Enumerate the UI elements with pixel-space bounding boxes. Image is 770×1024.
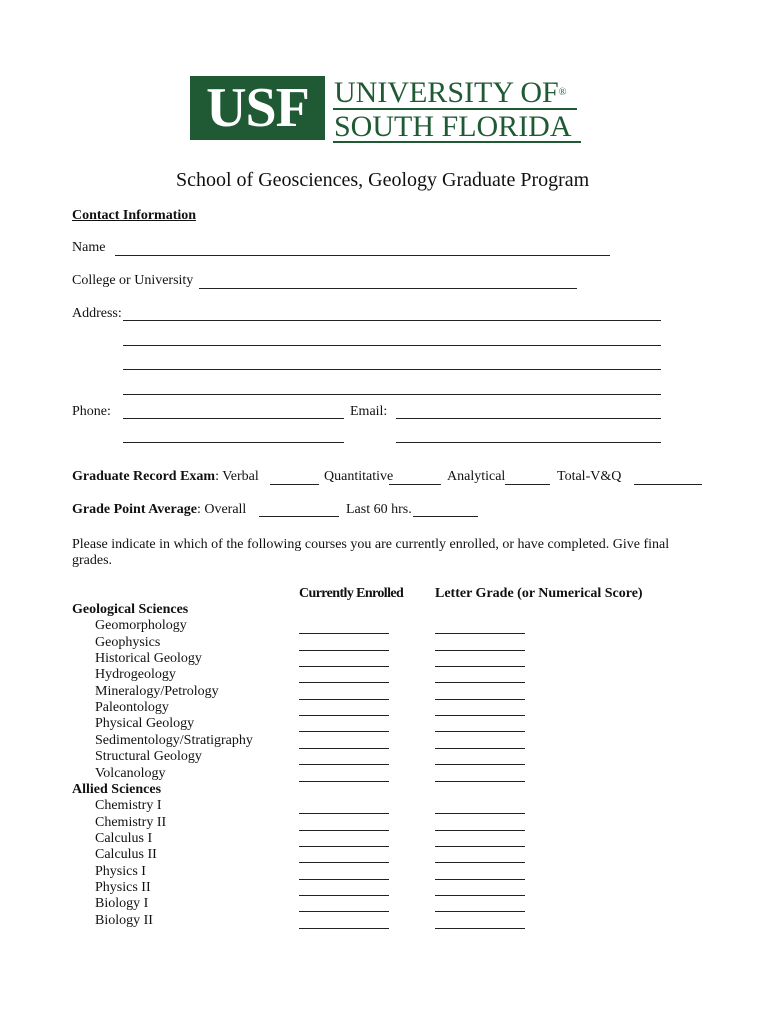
page-title: School of Geosciences, Geology Graduate Program (176, 169, 590, 191)
grade-field[interactable] (435, 666, 525, 667)
gre-label: Graduate Record Exam (72, 469, 216, 484)
course-name: Historical Geology (95, 651, 202, 667)
grade-field[interactable] (435, 879, 525, 880)
grade-field[interactable] (435, 928, 525, 929)
grade-field[interactable] (435, 895, 525, 896)
enrolled-field[interactable] (299, 715, 389, 716)
logo-underline (333, 141, 581, 143)
enrolled-field[interactable] (299, 911, 389, 912)
grade-field[interactable] (435, 699, 525, 700)
section-heading: Geological Sciences (72, 602, 189, 617)
name-label: Name (72, 240, 106, 255)
logo-university-of: UNIVERSITY OF (334, 76, 559, 109)
course-name: Biology I (95, 896, 149, 912)
enrolled-field[interactable] (299, 650, 389, 651)
phone-field-2[interactable] (123, 442, 344, 443)
course-name: Chemistry II (95, 814, 167, 830)
grade-field[interactable] (435, 764, 525, 765)
course-name: Physics II (95, 879, 151, 895)
grade-field[interactable] (435, 682, 525, 683)
gre-total-field[interactable] (634, 484, 702, 485)
enrolled-field[interactable] (299, 813, 389, 814)
grade-field[interactable] (435, 862, 525, 863)
enrolled-field[interactable] (299, 699, 389, 700)
logo-line-2: SOUTH FLORIDA (334, 110, 572, 143)
grade-field[interactable] (435, 781, 525, 782)
grade-field[interactable] (435, 911, 525, 912)
enrolled-field[interactable] (299, 879, 389, 880)
enrolled-field[interactable] (299, 830, 389, 831)
course-name: Mineralogy/Petrology (95, 683, 219, 699)
enrolled-field[interactable] (299, 846, 389, 847)
section-heading: Allied Sciences (72, 781, 162, 797)
gpa-last60-field[interactable] (413, 516, 478, 517)
gre-verbal-field[interactable] (270, 484, 319, 485)
enrolled-field[interactable] (299, 666, 389, 667)
instructions-line-1: Please indicate in which of the following courses you are currently enrolled, or have completed. Give final (72, 537, 670, 552)
phone-field-1[interactable] (123, 418, 344, 419)
grade-field[interactable] (435, 633, 525, 634)
course-name: Volcanology (95, 765, 166, 781)
address-field-line-2[interactable] (123, 345, 661, 346)
grade-field[interactable] (435, 830, 525, 831)
address-field-line-3[interactable] (123, 369, 661, 370)
course-name: Geophysics (95, 634, 161, 650)
course-name: Sedimentology/Stratigraphy (95, 732, 253, 748)
course-name: Paleontology (95, 700, 169, 716)
course-name: Calculus II (95, 847, 157, 863)
grade-field[interactable] (435, 813, 525, 814)
grade-field[interactable] (435, 846, 525, 847)
address-field-line-4[interactable] (123, 394, 661, 395)
enrolled-field[interactable] (299, 862, 389, 863)
course-name: Geomorphology (95, 618, 187, 634)
instructions-line-2: grades. (72, 553, 113, 568)
column-grade: Letter Grade (or Numerical Score) (435, 586, 643, 601)
gpa-overall-label: : Overall (196, 502, 247, 517)
gre-row (72, 469, 259, 485)
column-enrolled: Currently Enrolled (299, 586, 404, 601)
course-name: Physics I (95, 863, 146, 879)
registered-mark: ® (558, 87, 567, 98)
course-name: Biology II (95, 912, 153, 928)
gre-analytical-field[interactable] (505, 484, 550, 485)
logo-line-1 (334, 78, 566, 108)
enrolled-field[interactable] (299, 781, 389, 782)
gre-total-label: Total-V&Q (557, 469, 622, 484)
phone-label: Phone: (72, 404, 111, 419)
course-name: Hydrogeology (95, 667, 176, 683)
enrolled-field[interactable] (299, 682, 389, 683)
gre-analytical-label: Analytical (447, 469, 506, 484)
gre-quant-label: Quantitative (324, 469, 394, 484)
enrolled-field[interactable] (299, 928, 389, 929)
email-label: Email: (350, 404, 388, 419)
name-field[interactable] (115, 255, 610, 256)
college-label: College or University (72, 273, 194, 288)
address-field-line-1[interactable] (123, 320, 661, 321)
contact-heading: Contact Information (72, 208, 197, 223)
grade-field[interactable] (435, 715, 525, 716)
course-name: Physical Geology (95, 716, 195, 732)
gre-verbal-label: : Verbal (215, 469, 259, 484)
address-label: Address: (72, 306, 122, 321)
gre-quant-field[interactable] (389, 484, 441, 485)
grade-field[interactable] (435, 748, 525, 749)
logo-letters: USF (206, 77, 309, 139)
gpa-label: Grade Point Average (72, 502, 197, 517)
enrolled-field[interactable] (299, 748, 389, 749)
gpa-overall-field[interactable] (259, 516, 339, 517)
enrolled-field[interactable] (299, 764, 389, 765)
email-field-1[interactable] (396, 418, 661, 419)
enrolled-field[interactable] (299, 731, 389, 732)
college-field[interactable] (199, 288, 577, 289)
email-field-2[interactable] (396, 442, 661, 443)
course-name: Calculus I (95, 830, 153, 846)
gpa-last60-label: Last 60 hrs. (346, 502, 412, 517)
enrolled-field[interactable] (299, 633, 389, 634)
gpa-row (72, 502, 246, 518)
enrolled-field[interactable] (299, 895, 389, 896)
course-name: Structural Geology (95, 749, 202, 765)
grade-field[interactable] (435, 731, 525, 732)
course-name: Chemistry I (95, 798, 162, 814)
logo-mark (190, 76, 325, 140)
grade-field[interactable] (435, 650, 525, 651)
